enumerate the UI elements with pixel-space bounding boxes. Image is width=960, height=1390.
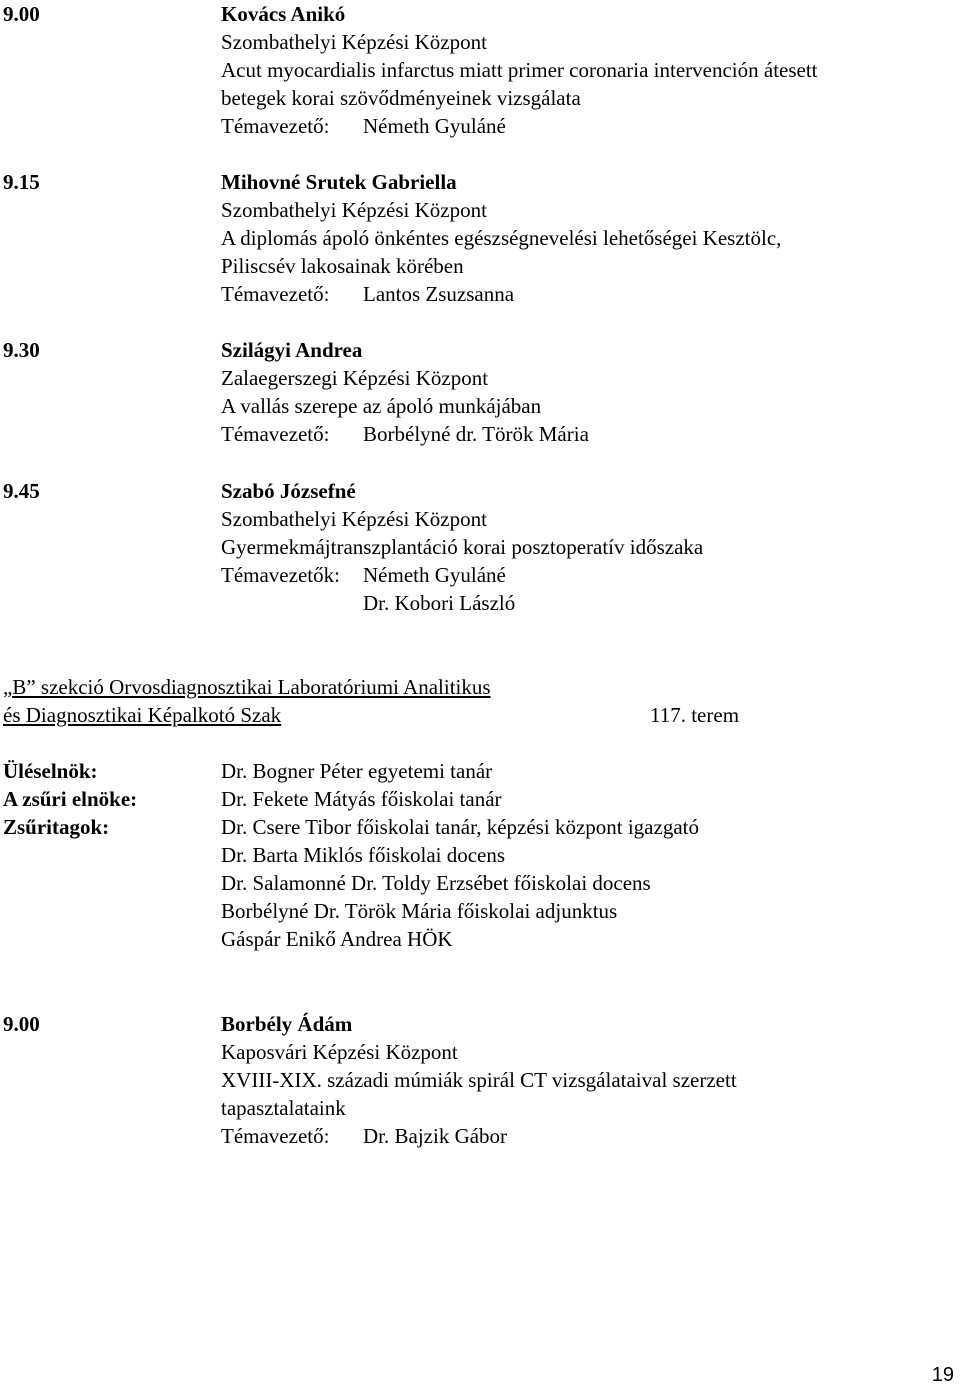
supervisor-label: Témavezetők: <box>221 563 340 587</box>
supervisor-label: Témavezető: <box>221 282 330 306</box>
role-jury-chair: A zsűri elnöke: <box>3 787 138 811</box>
presentation-title: A vallás szerepe az ápoló munkájában <box>221 394 542 418</box>
jury-member: Dr. Barta Miklós főiskolai docens <box>221 843 506 867</box>
institution: Kaposvári Képzési Központ <box>221 1040 458 1064</box>
supervisor-name: Borbélyné dr. Török Mária <box>363 422 589 446</box>
entry-time: 9.15 <box>3 170 40 194</box>
institution: Zalaegerszegi Képzési Központ <box>221 366 489 390</box>
room-label: 117. terem <box>650 703 740 727</box>
jury-member: Gáspár Enikő Andrea HÖK <box>221 927 453 951</box>
jury-member: Borbélyné Dr. Török Mária főiskolai adjunktus <box>221 899 618 923</box>
presentation-title: betegek korai szövődményeinek vizsgálata <box>221 86 581 110</box>
supervisor-label: Témavezető: <box>221 114 330 138</box>
presentation-title: Acut myocardialis infarctus miatt primer coronaria intervención átesett <box>221 58 818 82</box>
supervisor-label: Témavezető: <box>221 1124 330 1148</box>
role-chair: Üléselnök: <box>3 759 98 783</box>
supervisor-name: Lantos Zsuzsanna <box>363 282 515 306</box>
presenter-name: Szabó Józsefné <box>221 479 356 503</box>
presentation-title: Piliscsév lakosainak körében <box>221 254 464 278</box>
presenter-name: Mihovné Srutek Gabriella <box>221 170 457 194</box>
supervisor-name: Németh Gyuláné <box>363 114 506 138</box>
presentation-title: XVIII-XIX. századi múmiák spirál CT vizsgálataival szerzett <box>221 1068 737 1092</box>
supervisor-name: Dr. Kobori László <box>363 591 516 615</box>
role-jury-members: Zsűritagok: <box>3 815 110 839</box>
presenter-name: Borbély Ádám <box>221 1012 353 1036</box>
supervisor-name: Dr. Bajzik Gábor <box>363 1124 508 1148</box>
supervisor-name: Németh Gyuláné <box>363 563 506 587</box>
institution: Szombathelyi Képzési Központ <box>221 30 487 54</box>
presenter-name: Kovács Anikó <box>221 2 346 26</box>
jury-member: Dr. Salamonné Dr. Toldy Erzsébet főiskolai docens <box>221 871 651 895</box>
institution: Szombathelyi Képzési Központ <box>221 198 487 222</box>
entry-time: 9.00 <box>3 2 40 26</box>
jury-member: Dr. Fekete Mátyás főiskolai tanár <box>221 787 502 811</box>
section-heading-line2 <box>3 701 757 729</box>
presentation-title: Gyermekmájtranszplantáció korai posztoperatív időszaka <box>221 535 704 559</box>
entry-time: 9.30 <box>3 338 40 362</box>
entry-time: 9.45 <box>3 479 40 503</box>
section-heading: „B” szekció Orvosdiagnosztikai Laboratóriumi Analitikus <box>3 675 491 699</box>
entry-time: 9.00 <box>3 1012 40 1036</box>
presenter-name: Szilágyi Andrea <box>221 338 363 362</box>
page-number: 19 <box>931 1364 954 1386</box>
presentation-title: A diplomás ápoló önkéntes egészségnevelési lehetőségei Kesztölc, <box>221 226 782 250</box>
section-heading-text: és Diagnosztikai Képalkotó Szak <box>3 703 282 727</box>
institution: Szombathelyi Képzési Központ <box>221 507 487 531</box>
presentation-title: tapasztalataink <box>221 1096 346 1120</box>
jury-member: Dr. Csere Tibor főiskolai tanár, képzési központ igazgató <box>221 815 699 839</box>
jury-member: Dr. Bogner Péter egyetemi tanár <box>221 759 493 783</box>
supervisor-label: Témavezető: <box>221 422 330 446</box>
